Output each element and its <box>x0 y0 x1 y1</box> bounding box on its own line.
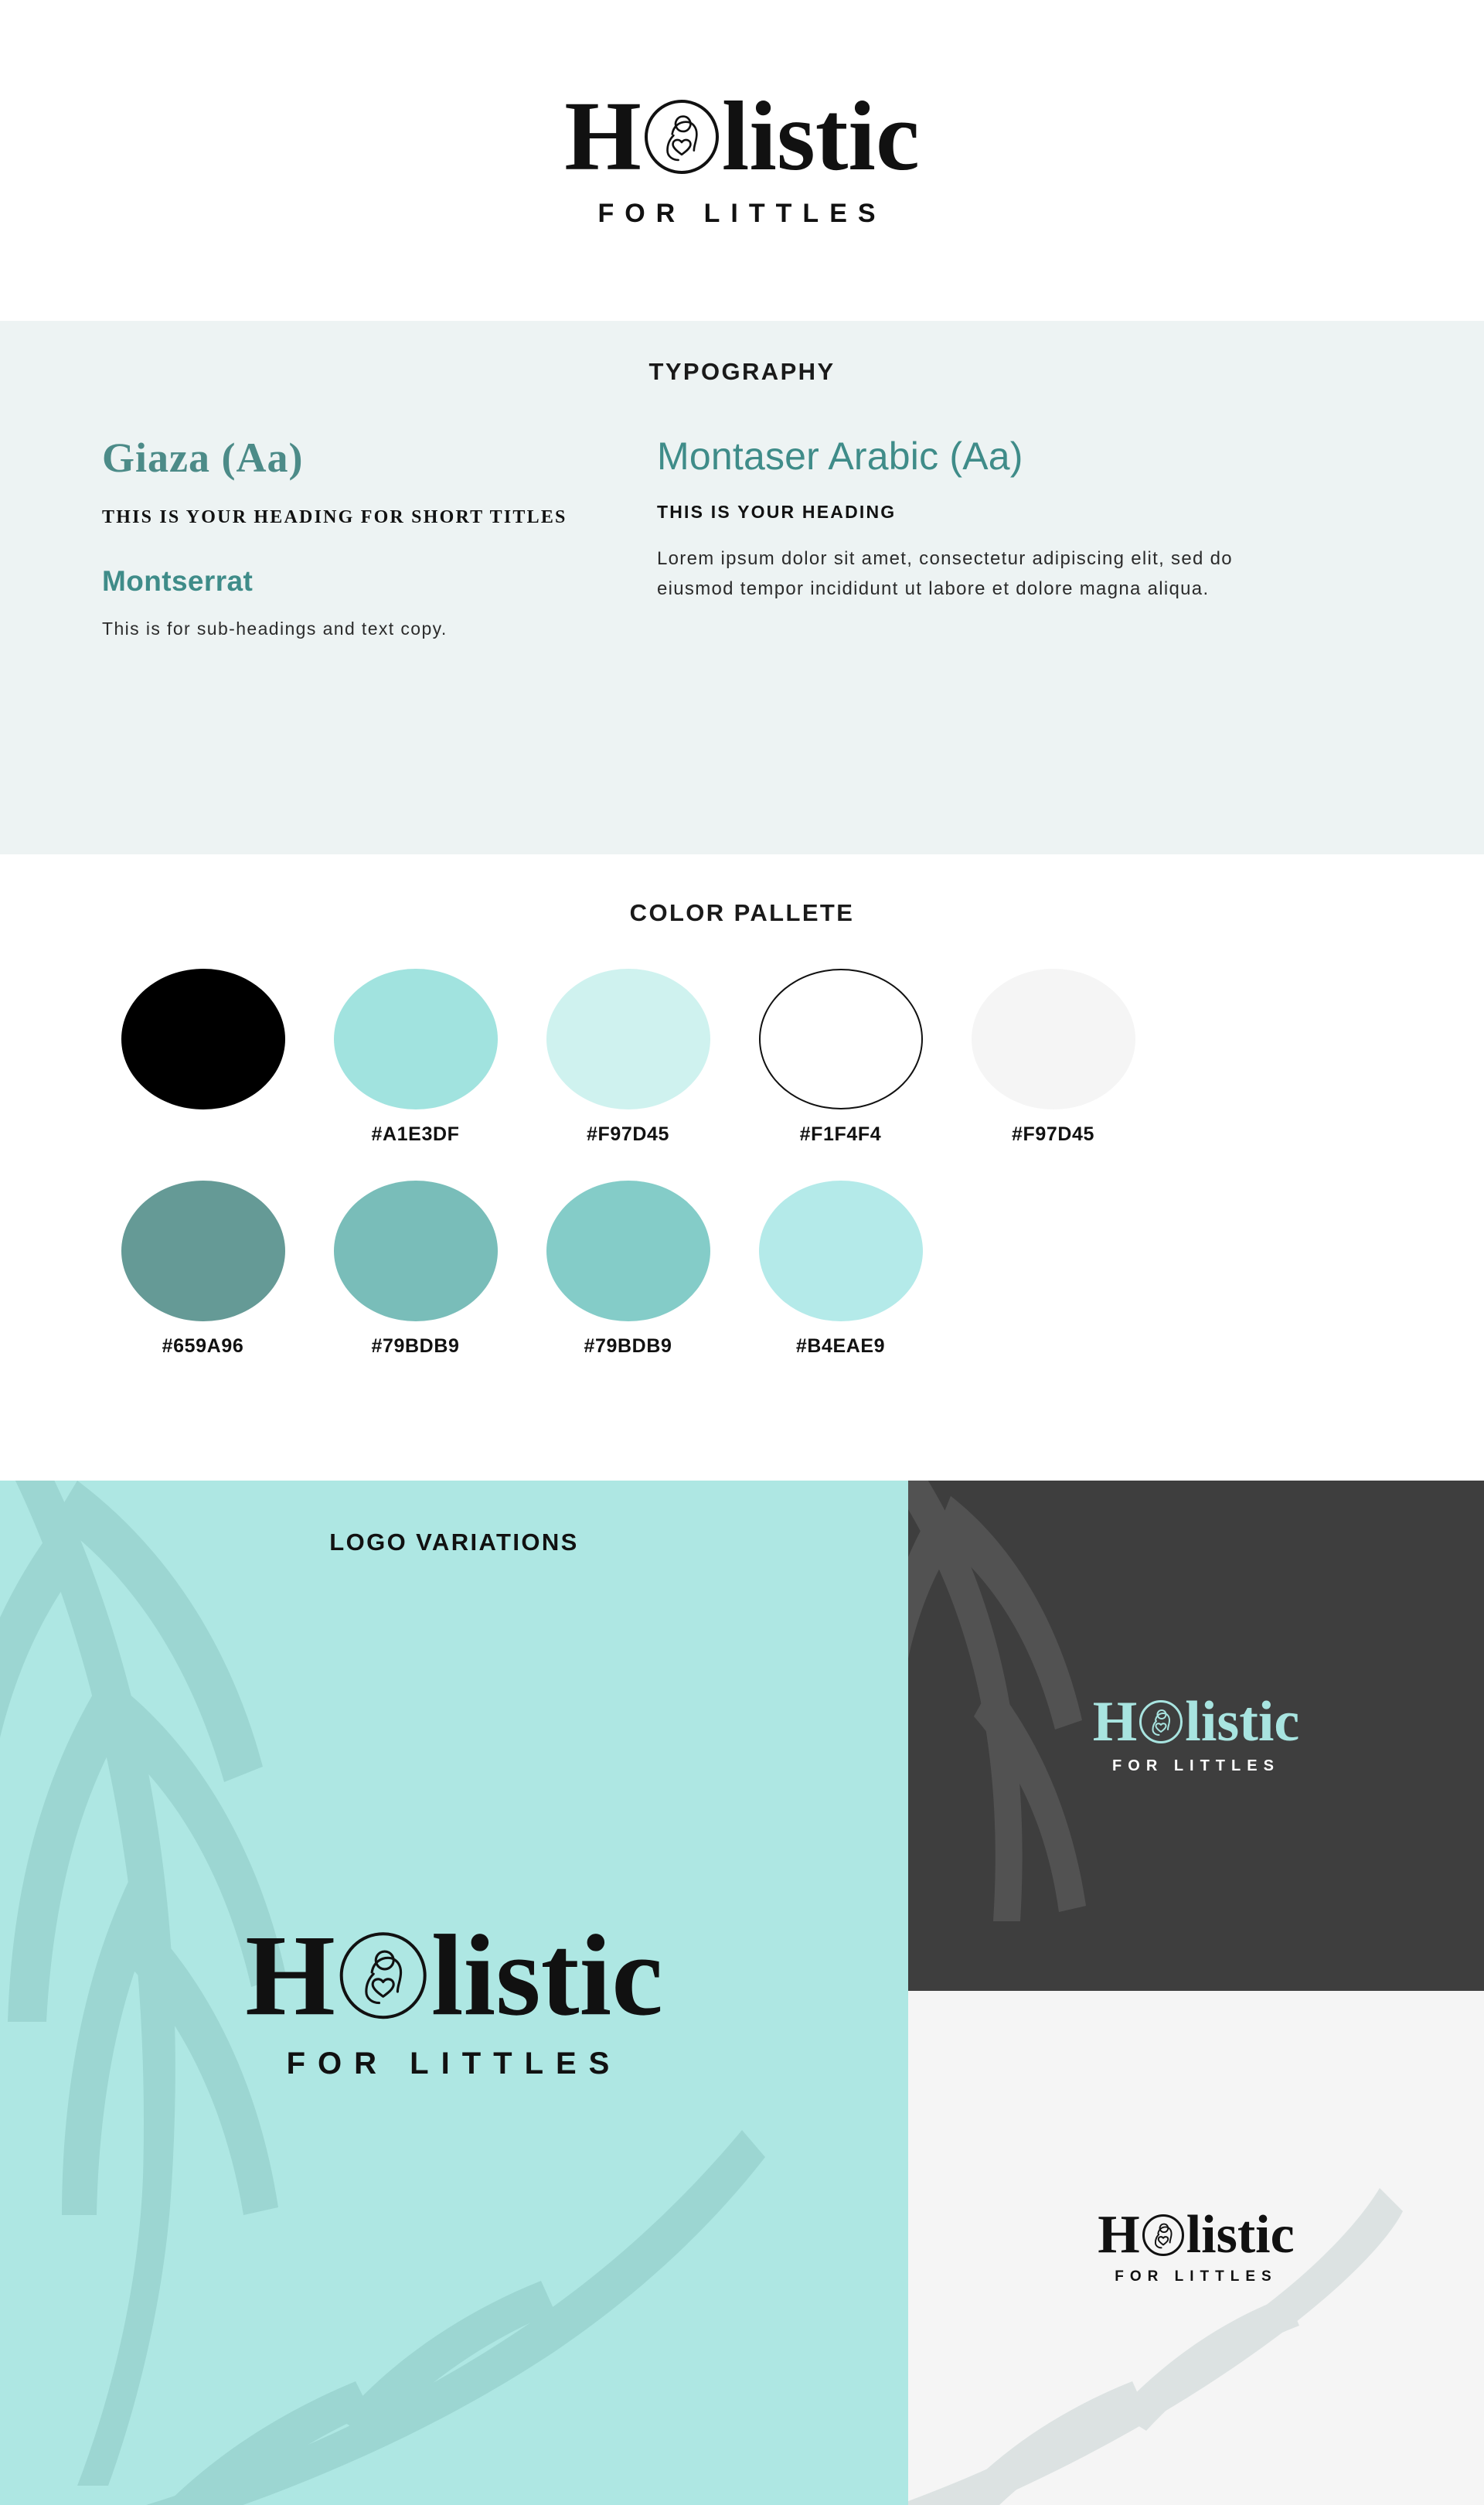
mother-and-child-heart-icon <box>1139 1700 1183 1743</box>
logo-text-listic: listic <box>1185 1689 1300 1754</box>
logo-primary-mint <box>245 1910 663 2081</box>
mother-and-child-heart-icon <box>1142 2214 1184 2256</box>
mother-and-child-heart-icon <box>340 1932 427 2019</box>
logo-letter-h: H <box>1092 1689 1138 1754</box>
typography-section-title: TYPOGRAPHY <box>648 358 836 385</box>
swatch-dot <box>546 1181 710 1321</box>
logo-variation-dark-on-light <box>908 1991 1484 2505</box>
montserrat-font-name: Montserrat <box>102 565 254 597</box>
swatch-dot <box>759 1181 923 1321</box>
typography-section <box>0 321 1484 854</box>
color-swatch <box>545 969 711 1147</box>
swatch-dot <box>121 1181 285 1321</box>
palm-shadow-decoration-4 <box>908 2088 1403 2505</box>
typography-column-left <box>102 434 597 644</box>
logo-wordmark <box>1098 2205 1295 2265</box>
swatch-dot <box>759 969 923 1109</box>
logo-variation-primary-on-mint <box>0 1481 908 2505</box>
logo-tagline: FOR LITTLES <box>286 2046 622 2081</box>
giaza-font-name: Giaza (Aa) <box>102 435 304 481</box>
logo-light-variant <box>1092 1689 1300 1776</box>
swatch-label: #79BDB9 <box>371 1335 460 1357</box>
logo-wordmark <box>1092 1689 1300 1754</box>
logo-text-listic: listic <box>1186 2205 1295 2265</box>
header-logo-section <box>0 0 1484 321</box>
mother-and-child-heart-icon <box>645 100 719 174</box>
montaser-font-name: Montaser Arabic (Aa) <box>657 435 1023 478</box>
palette-row-2 <box>0 1181 1484 1358</box>
color-swatch <box>332 1181 499 1358</box>
color-swatch <box>545 1181 711 1358</box>
color-swatch <box>120 969 286 1147</box>
color-swatch <box>120 1181 286 1358</box>
color-swatch <box>970 969 1136 1147</box>
logo-letter-h: H <box>564 81 642 192</box>
logo-variations-right-column <box>908 1481 1484 2505</box>
swatch-label: #79BDB9 <box>584 1335 672 1357</box>
swatch-dot <box>334 969 498 1109</box>
logo-letter-h: H <box>245 1910 335 2040</box>
logo-variations-title: LOGO VARIATIONS <box>329 1529 579 1556</box>
swatch-label: #F97D45 <box>1011 1123 1095 1145</box>
palette-row-1 <box>0 969 1484 1147</box>
logo-dark-variant <box>1098 2205 1295 2285</box>
montaser-heading-sample: THIS IS YOUR HEADING <box>657 502 897 522</box>
logo-text-listic: listic <box>721 81 920 192</box>
color-palette-section <box>0 854 1484 1481</box>
logo-wordmark <box>245 1910 663 2040</box>
color-swatch <box>757 969 924 1147</box>
swatch-label: #659A96 <box>162 1335 244 1357</box>
giaza-heading-sample: THIS IS YOUR HEADING FOR SHORT TITLES <box>102 507 567 527</box>
logo-letter-h: H <box>1098 2205 1140 2265</box>
logo-tagline: FOR LITTLES <box>1112 1757 1280 1775</box>
swatch-dot <box>121 969 285 1109</box>
palm-shadow-decoration-2 <box>31 2057 804 2505</box>
typography-columns <box>0 434 1484 644</box>
montserrat-sample: This is for sub-headings and text copy. <box>102 619 448 639</box>
swatch-label: #B4EAE9 <box>795 1335 886 1357</box>
logo-tagline: FOR LITTLES <box>597 198 887 228</box>
montaser-body-sample: Lorem ipsum dolor sit amet, consectetur adipiscing elit, sed do eiusmod tempor incididunt ut labore et dolore magna aliqua. <box>657 548 1233 599</box>
swatch-dot <box>334 1181 498 1321</box>
swatch-dot <box>972 969 1135 1109</box>
swatch-label: #F1F4F4 <box>799 1123 882 1145</box>
logo-text-listic: listic <box>431 1910 663 2040</box>
swatch-dot <box>546 969 710 1109</box>
primary-logo <box>564 81 920 192</box>
color-swatch <box>757 1181 924 1358</box>
logo-variation-light-on-dark <box>908 1481 1484 1991</box>
swatch-label: #F97D45 <box>586 1123 670 1145</box>
typography-column-right <box>657 434 1337 644</box>
color-swatch <box>332 969 499 1147</box>
palette-section-title: COLOR PALLETE <box>629 899 855 926</box>
logo-variations-section <box>0 1481 1484 2505</box>
swatch-label: #A1E3DF <box>371 1123 460 1145</box>
logo-tagline: FOR LITTLES <box>1115 2268 1278 2285</box>
